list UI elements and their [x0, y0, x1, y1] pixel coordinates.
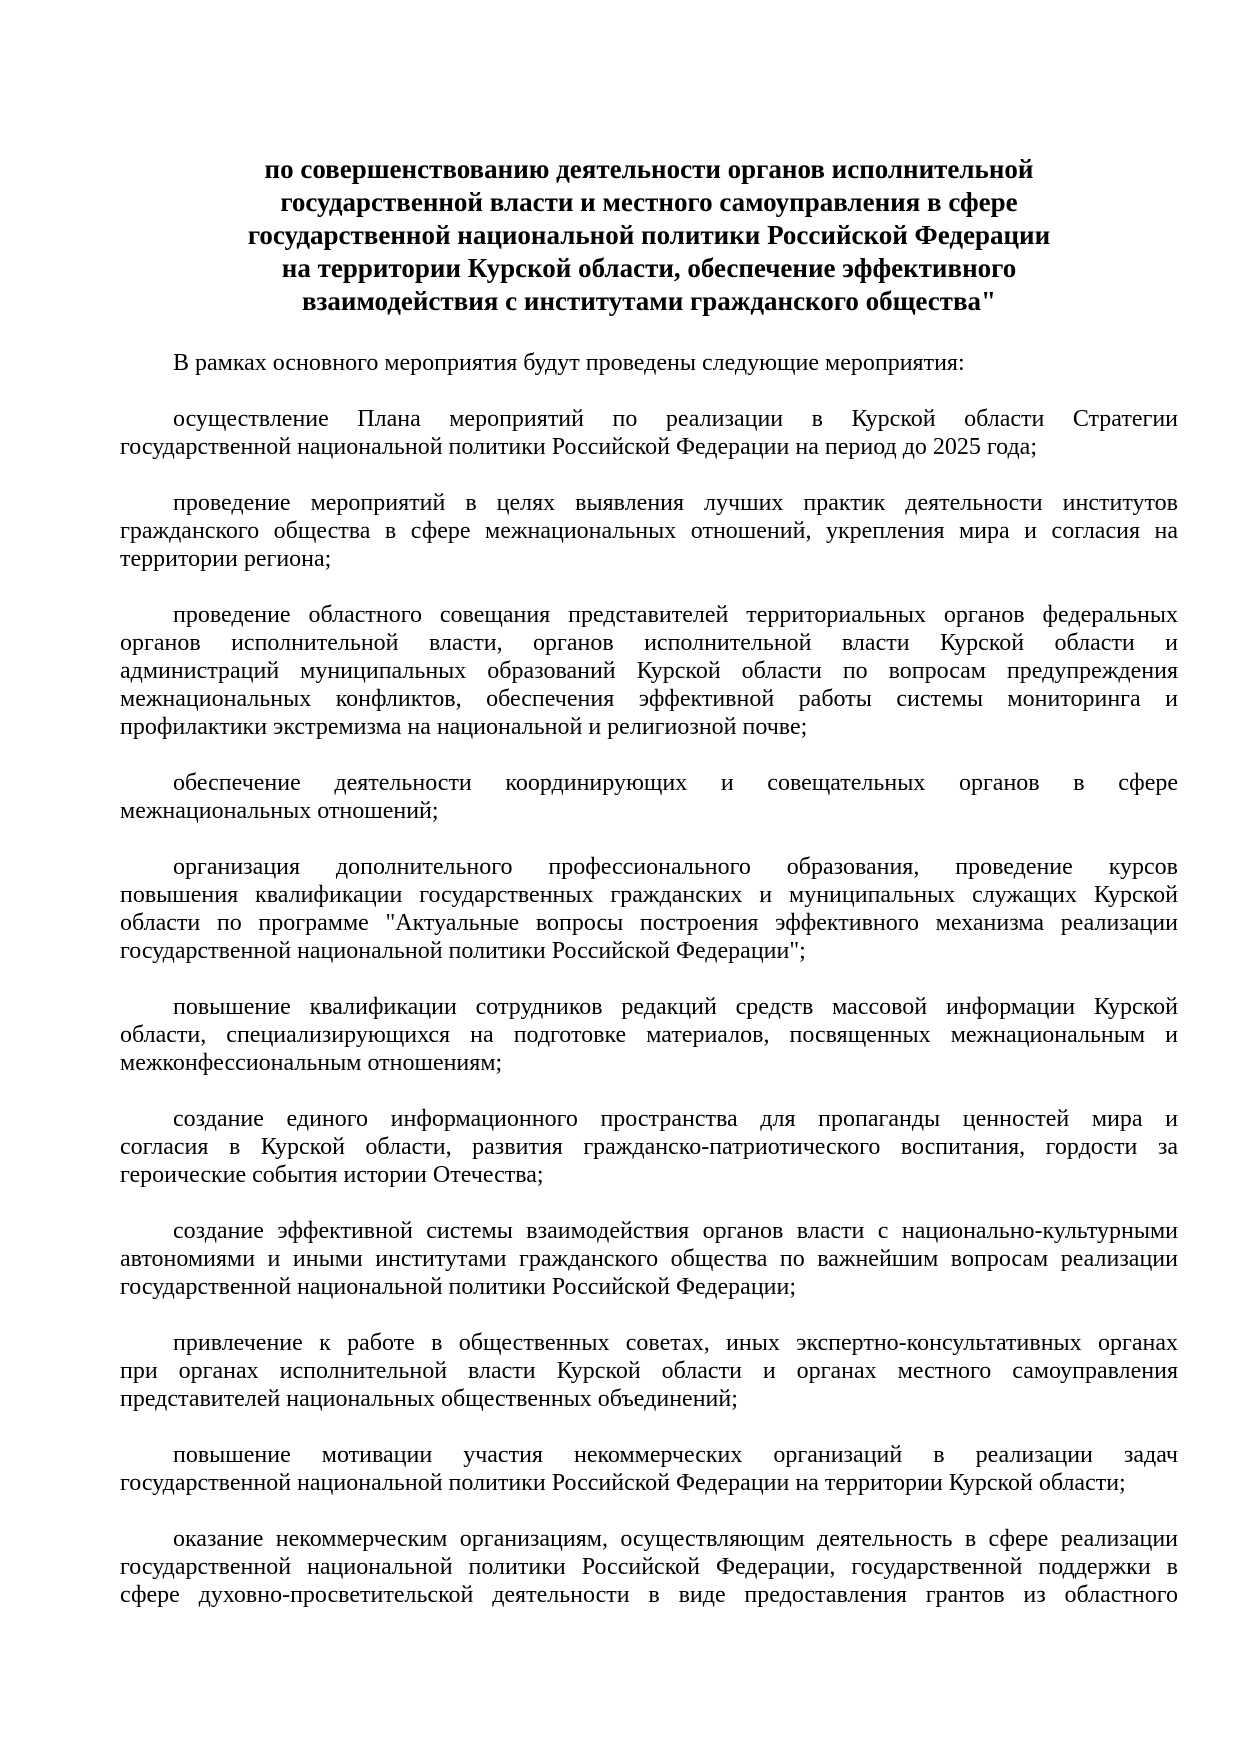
text-line: проведение областного совещания представителей территориальных органов федеральных — [173, 602, 1178, 628]
list-paragraph — [120, 1329, 1178, 1413]
text-line: гражданского общества в сфере межнациональных отношений, укрепления мира и согласия на — [120, 518, 1178, 544]
list-paragraph — [120, 1105, 1178, 1189]
text-line: межнациональных конфликтов, обеспечения эффективной работы системы мониторинга и — [120, 686, 1178, 712]
text-line: при органах исполнительной власти Курской области и органах местного самоуправления — [120, 1358, 1178, 1384]
text-line: сфере духовно-просветительской деятельности в виде предоставления грантов из областного — [120, 1582, 1178, 1608]
document-body — [120, 349, 1178, 1637]
text-line: согласия в Курской области, развития гражданско-патриотического воспитания, гордости за — [120, 1134, 1178, 1160]
list-paragraph — [120, 601, 1178, 741]
text-line: области, специализирующихся на подготовке материалов, посвященных межнациональным и — [120, 1022, 1178, 1048]
title-line: взаимодействия с институтами гражданского общества" — [301, 286, 997, 316]
text-line: повышения квалификации государственных гражданских и муниципальных служащих Курской — [120, 882, 1178, 908]
title-line: государственной власти и местного самоуправления в сфере — [280, 187, 1018, 217]
list-paragraph — [120, 993, 1178, 1077]
text-line: государственной национальной политики Российской Федерации, государственной поддержки в — [120, 1554, 1178, 1580]
text-line: повышение квалификации сотрудников редакций средств массовой информации Курской — [173, 994, 1178, 1020]
list-paragraph — [120, 1441, 1178, 1497]
text-line: героические события истории Отечества; — [120, 1162, 544, 1188]
title-line: государственной национальной политики Российской Федерации — [247, 220, 1051, 250]
text-line: межконфессиональным отношениям; — [120, 1050, 503, 1076]
text-line: профилактики экстремизма на национальной и религиозной почве; — [120, 714, 808, 740]
text-line: привлечение к работе в общественных советах, иных экспертно-консультативных органах — [173, 1330, 1178, 1356]
list-paragraph — [120, 853, 1178, 965]
text-line: государственной национальной политики Российской Федерации на территории Курской области; — [120, 1470, 1126, 1496]
text-line: осуществление Плана мероприятий по реализации в Курской области Стратегии — [173, 406, 1178, 432]
text-line: органов исполнительной власти, органов исполнительной власти Курской области и — [120, 630, 1178, 656]
list-paragraph — [120, 1217, 1178, 1301]
text-line: межнациональных отношений; — [120, 798, 439, 824]
list-paragraph — [120, 1525, 1178, 1609]
list-paragraph — [120, 489, 1178, 573]
text-line: автономиями и иными институтами гражданского общества по важнейшим вопросам реализации — [120, 1246, 1178, 1272]
text-line: представителей национальных общественных объединений; — [120, 1386, 738, 1412]
text-line: организация дополнительного профессионального образования, проведение курсов — [173, 854, 1178, 880]
text-line: территории региона; — [120, 546, 332, 572]
text-line: обеспечение деятельности координирующих и совещательных органов в сфере — [173, 770, 1178, 796]
text-line: проведение мероприятий в целях выявления лучших практик деятельности институтов — [173, 490, 1178, 516]
text-line: создание эффективной системы взаимодействия органов власти с национально-культурными — [173, 1218, 1178, 1244]
text-line: государственной национальной политики Российской Федерации на период до 2025 года; — [120, 434, 1038, 460]
text-line: государственной национальной политики Российской Федерации; — [120, 1274, 797, 1300]
text-line: администраций муниципальных образований Курской области по вопросам предупреждения — [120, 658, 1178, 684]
text-line: В рамках основного мероприятия будут проведены следующие мероприятия: — [173, 350, 965, 376]
list-paragraph — [120, 769, 1178, 825]
text-line: оказание некоммерческим организациям, осуществляющим деятельность в сфере реализации — [173, 1526, 1178, 1552]
text-line: области по программе "Актуальные вопросы построения эффективного механизма реализации — [120, 910, 1178, 936]
text-line: государственной национальной политики Российской Федерации"; — [120, 938, 806, 964]
title-line: по совершенствованию деятельности органов исполнительной — [264, 154, 1034, 184]
intro-paragraph — [120, 349, 1178, 377]
list-paragraph — [120, 405, 1178, 461]
section-title — [120, 153, 1178, 318]
text-line: повышение мотивации участия некоммерческих организаций в реализации задач — [173, 1442, 1178, 1468]
title-line: на территории Курской области, обеспечение эффективного — [281, 253, 1017, 283]
text-line: создание единого информационного пространства для пропаганды ценностей мира и — [173, 1106, 1178, 1132]
